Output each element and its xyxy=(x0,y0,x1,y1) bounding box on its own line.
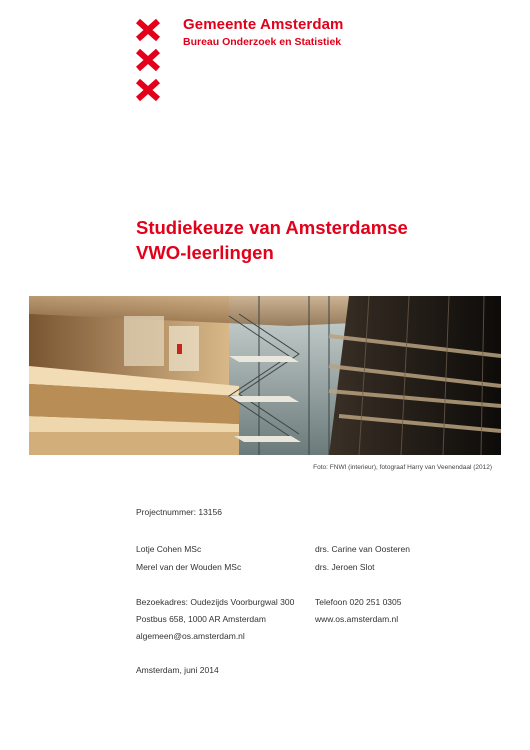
website-link[interactable]: www.os.amsterdam.nl xyxy=(315,614,399,624)
cover-photo xyxy=(29,296,501,455)
email-link[interactable]: algemeen@os.amsterdam.nl xyxy=(136,631,245,641)
org-name: Gemeente Amsterdam xyxy=(183,16,344,33)
org-department: Bureau Onderzoek en Statistiek xyxy=(183,36,342,48)
photo-caption: Foto: FNWI (interieur), fotograaf Harry van Veenendaal (2012) xyxy=(313,464,492,471)
project-number: Projectnummer: 13156 xyxy=(136,507,222,517)
author-right-2: drs. Jeroen Slot xyxy=(315,562,375,572)
author-left-1: Lotje Cohen MSc xyxy=(136,544,202,554)
title-line-1: Studiekeuze van Amsterdamse xyxy=(136,217,408,238)
visiting-address: Bezoekadres: Oudezijds Voorburgwal 300 xyxy=(136,597,295,607)
postal-address: Postbus 658, 1000 AR Amsterdam xyxy=(136,614,266,624)
author-left-2: Merel van der Wouden MSc xyxy=(136,562,242,572)
phone-number: Telefoon 020 251 0305 xyxy=(315,597,402,607)
document-title xyxy=(136,215,408,265)
organization-name xyxy=(183,16,343,48)
publication-date: Amsterdam, juni 2014 xyxy=(136,665,219,675)
x-cross-icon xyxy=(136,49,160,71)
x-cross-icon xyxy=(136,19,160,41)
title-line-2: VWO-leerlingen xyxy=(136,242,274,263)
author-right-1: drs. Carine van Oosteren xyxy=(315,544,410,554)
x-cross-icon xyxy=(136,79,160,101)
